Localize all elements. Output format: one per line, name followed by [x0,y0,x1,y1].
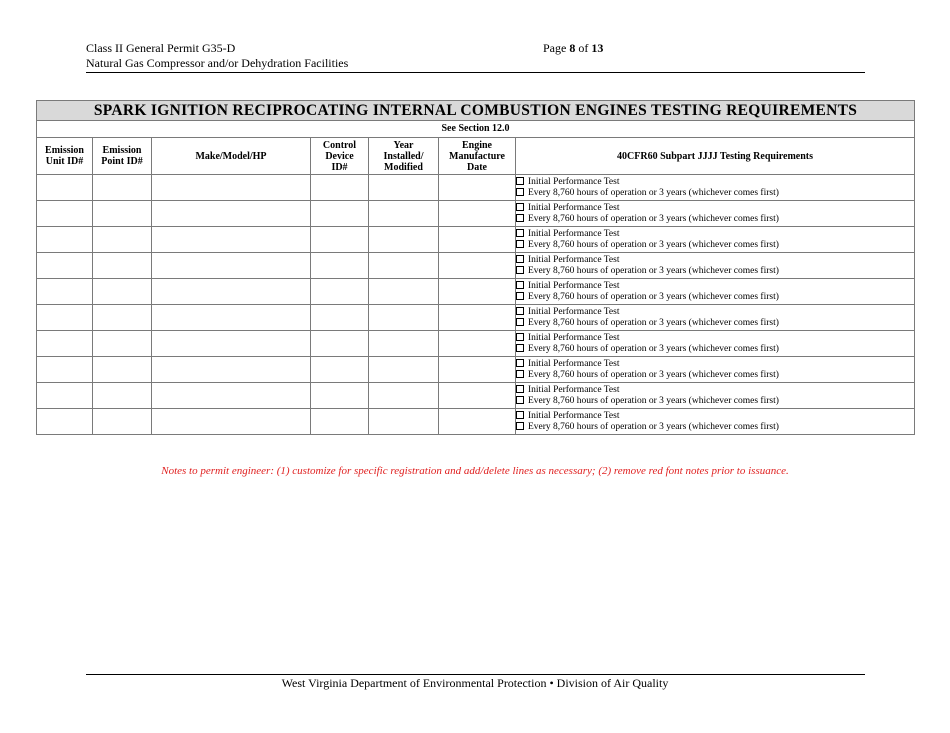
initial-test-option [516,333,914,344]
cell-year-installed-modified[interactable] [369,175,439,201]
cell-emission-unit-id[interactable] [37,175,93,201]
initial-test-option [516,411,914,422]
periodic-test-option [516,266,914,277]
column-header-line: Control [322,139,357,151]
checkbox[interactable] [516,255,524,263]
periodic-test-option [516,240,914,251]
cell-control-device-id[interactable] [311,175,369,201]
column-header-engine-manufacture-date [439,138,516,175]
column-header-line: Emission [45,145,84,156]
cell-control-device-id[interactable] [311,253,369,279]
periodic-test-label: Every 8,760 hours of operation or 3 years (whichever comes first) [528,239,779,250]
column-header-line: Modified [384,161,423,173]
cell-emission-point-id[interactable] [93,279,152,305]
initial-test-option [516,229,914,240]
cell-engine-manufacture-date[interactable] [439,383,516,409]
initial-test-option [516,255,914,266]
column-header-testing-requirements [516,138,915,175]
initial-test-label: Initial Performance Test [528,176,620,187]
checkbox[interactable] [516,281,524,289]
column-header-line: Point ID# [101,156,143,167]
initial-test-label: Initial Performance Test [528,410,620,421]
checkbox[interactable] [516,370,524,378]
checkbox[interactable] [516,318,524,326]
cell-emission-unit-id[interactable] [37,201,93,227]
table-row [37,279,915,305]
cell-make-model-hp[interactable] [152,253,311,279]
initial-test-label: Initial Performance Test [528,254,620,265]
cell-control-device-id[interactable] [311,383,369,409]
initial-test-option [516,385,914,396]
cell-year-installed-modified[interactable] [369,357,439,383]
periodic-test-option [516,318,914,329]
checkbox[interactable] [516,307,524,315]
table-row [37,331,915,357]
periodic-test-option [516,292,914,303]
checkbox[interactable] [516,396,524,404]
table-row [37,305,915,331]
cell-emission-unit-id[interactable] [37,331,93,357]
cell-emission-point-id[interactable] [93,331,152,357]
periodic-test-option [516,370,914,381]
periodic-test-label: Every 8,760 hours of operation or 3 years (whichever comes first) [528,187,779,198]
periodic-test-label: Every 8,760 hours of operation or 3 years (whichever comes first) [528,265,779,276]
cell-emission-point-id[interactable] [93,227,152,253]
checkbox[interactable] [516,188,524,196]
checkbox[interactable] [516,203,524,211]
table-subtitle: See Section 12.0 [37,121,915,138]
initial-test-label: Initial Performance Test [528,332,620,343]
initial-test-label: Initial Performance Test [528,306,620,317]
checkbox[interactable] [516,333,524,341]
periodic-test-label: Every 8,760 hours of operation or 3 years (whichever comes first) [528,317,779,328]
cell-testing-requirements [516,253,915,279]
cell-control-device-id[interactable] [311,279,369,305]
periodic-test-option [516,188,914,199]
initial-test-label: Initial Performance Test [528,280,620,291]
cell-emission-unit-id[interactable] [37,305,93,331]
periodic-test-option [516,344,914,355]
page-number: 8 [569,41,576,55]
cell-emission-point-id[interactable] [93,409,152,435]
cell-make-model-hp[interactable] [152,409,311,435]
column-header-control-device-id [311,138,369,175]
page-footer: West Virginia Department of Environmental Protection • Division of Air Quality [281,676,669,690]
periodic-test-label: Every 8,760 hours of operation or 3 years (whichever comes first) [528,343,779,354]
cell-testing-requirements [516,175,915,201]
cell-emission-unit-id[interactable] [37,357,93,383]
cell-emission-unit-id[interactable] [37,227,93,253]
cell-testing-requirements [516,331,915,357]
page-of: of [578,41,589,55]
periodic-test-label: Every 8,760 hours of operation or 3 years (whichever comes first) [528,369,779,380]
cell-year-installed-modified[interactable] [369,409,439,435]
periodic-test-label: Every 8,760 hours of operation or 3 years (whichever comes first) [528,291,779,302]
cell-year-installed-modified[interactable] [369,383,439,409]
cell-emission-point-id[interactable] [93,201,152,227]
cell-make-model-hp[interactable] [152,383,311,409]
cell-testing-requirements [516,279,915,305]
cell-control-device-id[interactable] [311,305,369,331]
column-header-row [37,138,915,175]
cell-control-device-id[interactable] [311,227,369,253]
column-header-line: Engine [461,139,492,151]
checkbox[interactable] [516,292,524,300]
table-row [37,175,915,201]
cell-emission-unit-id[interactable] [37,383,93,409]
cell-testing-requirements [516,227,915,253]
table-body [37,175,915,435]
cell-control-device-id[interactable] [311,357,369,383]
initial-test-option [516,203,914,214]
column-header-emission-point-id [93,138,152,175]
initial-test-option [516,307,914,318]
column-header-year-installed-modified [369,138,439,175]
checkbox[interactable] [516,385,524,393]
table-row [37,201,915,227]
column-header-line: Installed/ [383,150,424,162]
cell-engine-manufacture-date[interactable] [439,175,516,201]
header-left [86,41,348,71]
cell-emission-unit-id[interactable] [37,279,93,305]
table-row [37,357,915,383]
cell-make-model-hp[interactable] [152,305,311,331]
page-indicator [543,41,603,56]
checkbox[interactable] [516,359,524,367]
checkbox[interactable] [516,344,524,352]
table-row [37,383,915,409]
cell-year-installed-modified[interactable] [369,305,439,331]
checkbox[interactable] [516,229,524,237]
cell-year-installed-modified[interactable] [369,201,439,227]
cell-emission-point-id[interactable] [93,253,152,279]
initial-test-option [516,281,914,292]
column-header-line: 40CFR60 Subpart JJJJ Testing Requirements [617,150,813,162]
cell-engine-manufacture-date[interactable] [439,253,516,279]
periodic-test-option [516,396,914,407]
cell-engine-manufacture-date[interactable] [439,279,516,305]
column-header-line: Device [325,150,354,162]
cell-engine-manufacture-date[interactable] [439,305,516,331]
initial-test-option [516,177,914,188]
periodic-test-option [516,422,914,433]
cell-make-model-hp[interactable] [152,331,311,357]
periodic-test-option [516,214,914,225]
cell-engine-manufacture-date[interactable] [439,201,516,227]
checkbox[interactable] [516,240,524,248]
cell-emission-unit-id[interactable] [37,253,93,279]
cell-make-model-hp[interactable] [152,175,311,201]
periodic-test-label: Every 8,760 hours of operation or 3 years (whichever comes first) [528,421,779,432]
facility-type: Natural Gas Compressor and/or Dehydration Facilities [86,56,349,70]
page-header [86,41,864,71]
table-row [37,227,915,253]
periodic-test-label: Every 8,760 hours of operation or 3 years (whichever comes first) [528,213,779,224]
column-header-line: Make/Model/HP [195,150,267,162]
cell-emission-point-id[interactable] [93,175,152,201]
initial-test-label: Initial Performance Test [528,228,620,239]
column-header-line: Unit ID# [45,156,84,167]
cell-emission-point-id[interactable] [93,305,152,331]
cell-year-installed-modified[interactable] [369,253,439,279]
periodic-test-label: Every 8,760 hours of operation or 3 years (whichever comes first) [528,395,779,406]
initial-test-label: Initial Performance Test [528,384,620,395]
cell-make-model-hp[interactable] [152,201,311,227]
cell-engine-manufacture-date[interactable] [439,409,516,435]
checkbox[interactable] [516,411,524,419]
table-row [37,409,915,435]
cell-testing-requirements [516,383,915,409]
column-header-line: ID# [331,161,348,173]
cell-emission-point-id[interactable] [93,383,152,409]
cell-control-device-id[interactable] [311,331,369,357]
cell-make-model-hp[interactable] [152,227,311,253]
checkbox[interactable] [516,214,524,222]
column-header-emission-unit-id [37,138,93,175]
cell-testing-requirements [516,305,915,331]
column-header-line: Year [393,139,414,151]
checkbox[interactable] [516,422,524,430]
cell-year-installed-modified[interactable] [369,227,439,253]
checkbox[interactable] [516,266,524,274]
header-divider [86,72,865,73]
cell-testing-requirements [516,357,915,383]
footer-divider [86,674,865,675]
testing-requirements-table [36,100,915,435]
cell-engine-manufacture-date[interactable] [439,357,516,383]
column-header-line: Manufacture [449,150,505,162]
cell-testing-requirements [516,409,915,435]
cell-make-model-hp[interactable] [152,279,311,305]
cell-engine-manufacture-date[interactable] [439,227,516,253]
cell-control-device-id[interactable] [311,201,369,227]
cell-year-installed-modified[interactable] [369,279,439,305]
cell-engine-manufacture-date[interactable] [439,331,516,357]
cell-emission-unit-id[interactable] [37,409,93,435]
table-title: SPARK IGNITION RECIPROCATING INTERNAL COMBUSTION ENGINES TESTING REQUIREMENTS [37,101,915,121]
column-header-line: Date [467,161,487,173]
cell-control-device-id[interactable] [311,409,369,435]
column-header-make-model-hp [152,138,311,175]
page-total: 13 [591,41,604,55]
table-row [37,253,915,279]
initial-test-label: Initial Performance Test [528,202,620,213]
initial-test-option [516,359,914,370]
cell-testing-requirements [516,201,915,227]
page-prefix: Page [543,41,567,55]
initial-test-label: Initial Performance Test [528,358,620,369]
checkbox[interactable] [516,177,524,185]
cell-year-installed-modified[interactable] [369,331,439,357]
cell-make-model-hp[interactable] [152,357,311,383]
column-header-line: Emission [102,145,142,156]
engineer-note: Notes to permit engineer: (1) customize for specific registration and add/delete lines as necessary; (2) remove red font notes prior to issuance. [161,465,789,477]
permit-name: Class II General Permit G35-D [86,41,236,55]
cell-emission-point-id[interactable] [93,357,152,383]
